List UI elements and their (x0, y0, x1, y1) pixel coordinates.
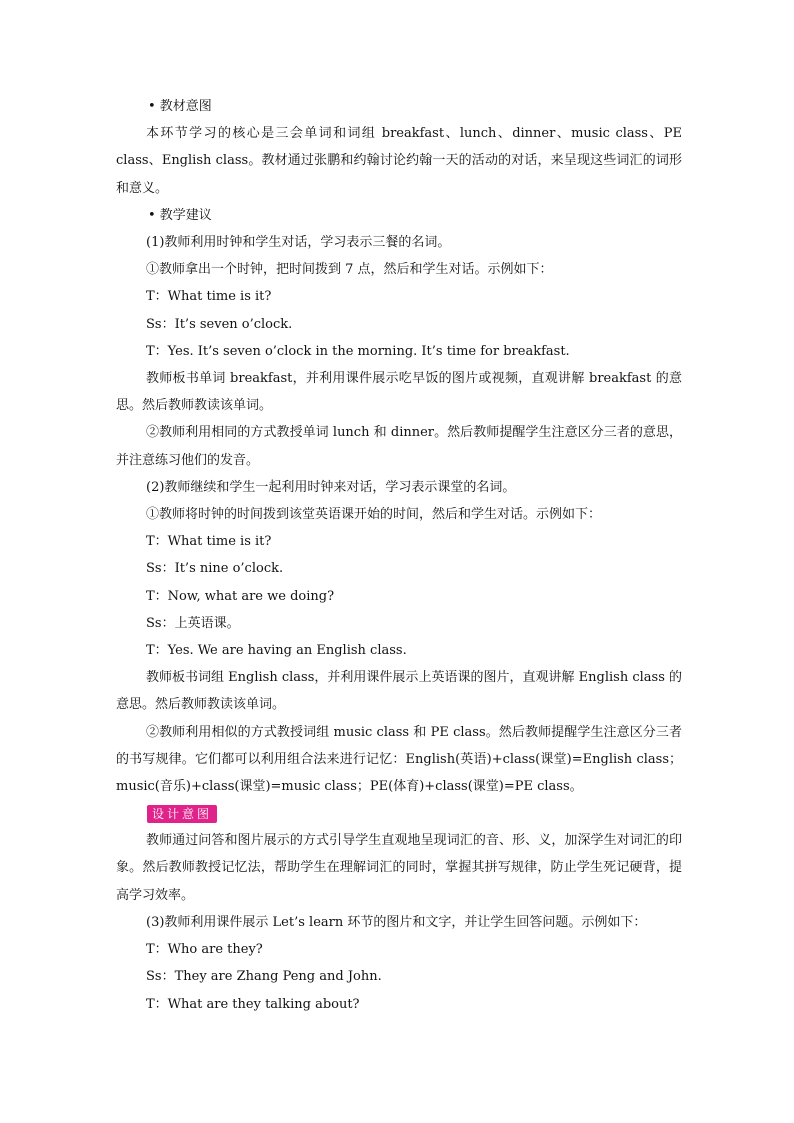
step1-title: (1)教师利用时钟和学生对话，学习表示三餐的名词。 (146, 235, 451, 251)
intent-paragraph: 本环节学习的核心是三会单词和词组 breakfast、lunch、dinner、music class、PE class、English class。教材通过张鹏和约翰讨论约翰一天的活动的对话，来呈现这些词汇的词形和意义。 (116, 126, 682, 196)
design-intent-badge-row (116, 800, 682, 827)
dialog2-s1: Ss：It’s nine o’clock. (146, 561, 284, 577)
step2-c: ②教师利用相似的方式教授词组 music class 和 PE class。然后教师提醒学生注意区分三者的书写规律。它们都可以利用组合法来进行记忆：English(英语)+class(课堂)=English class；music(音乐)+class(课堂)=music class；PE(体育)+class(课堂)=PE class。 (116, 724, 682, 795)
step1-a: ①教师拿出一个时钟，把时间拨到 7 点，然后和学生对话。示例如下： (146, 262, 553, 278)
design-intent-paragraph: 教师通过问答和图片展示的方式引导学生直观地呈现词汇的音、形、义，加深学生对词汇的印象。然后教师教授记忆法，帮助学生在理解词汇的同时，掌握其拼写规律，防止学生死记硬背，提高学习效率。 (116, 833, 682, 903)
dialog2-t1: T：What time is it? (146, 534, 272, 550)
dialog3-t1: T：Who are they? (146, 942, 263, 958)
dialog1-s1: Ss：It’s seven o’clock. (146, 316, 293, 332)
dialog2-t3: T：Yes. We are having an English class. (146, 643, 407, 659)
dialog1-t2: T：Yes. It’s seven o’clock in the morning. It’s time for breakfast. (146, 343, 570, 359)
dialog2-s2: Ss：上英语课。 (146, 615, 240, 631)
dialog2-t2: T：Now, what are we doing? (146, 588, 335, 604)
intent-heading: • 教材意图 (148, 99, 212, 114)
suggest-heading: • 教学建议 (148, 207, 212, 223)
step2-title: (2)教师继续和学生一起利用时钟来对话，学习表示课堂的名词。 (146, 479, 516, 495)
step2-b: 教师板书词组 English class，并利用课件展示上英语课的图片，直观讲解 English class 的意思。然后教师教读该单词。 (116, 670, 682, 713)
step1-b: 教师板书单词 breakfast，并利用课件展示吃早饭的图片或视频，直观讲解 breakfast 的意思。然后教师教读该单词。 (116, 371, 682, 414)
dialog3-t2: T：What are they talking about? (146, 996, 360, 1012)
dialog3-s1: Ss：They are Zhang Peng and John. (146, 969, 382, 985)
step1-c: ②教师利用相同的方式教授单词 lunch 和 dinner。然后教师提醒学生注意区分三者的意思，并注意练习他们的发音。 (116, 425, 682, 468)
dialog1-t1: T：What time is it? (146, 289, 272, 305)
step2-a: ①教师将时钟的时间拨到该堂英语课开始的时间，然后和学生对话。示例如下： (146, 507, 602, 523)
step3-title: (3)教师利用课件展示 Let’s learn 环节的图片和文字，并让学生回答问题。示例如下： (146, 914, 647, 930)
design-intent-badge: 设计意图 (147, 805, 217, 823)
